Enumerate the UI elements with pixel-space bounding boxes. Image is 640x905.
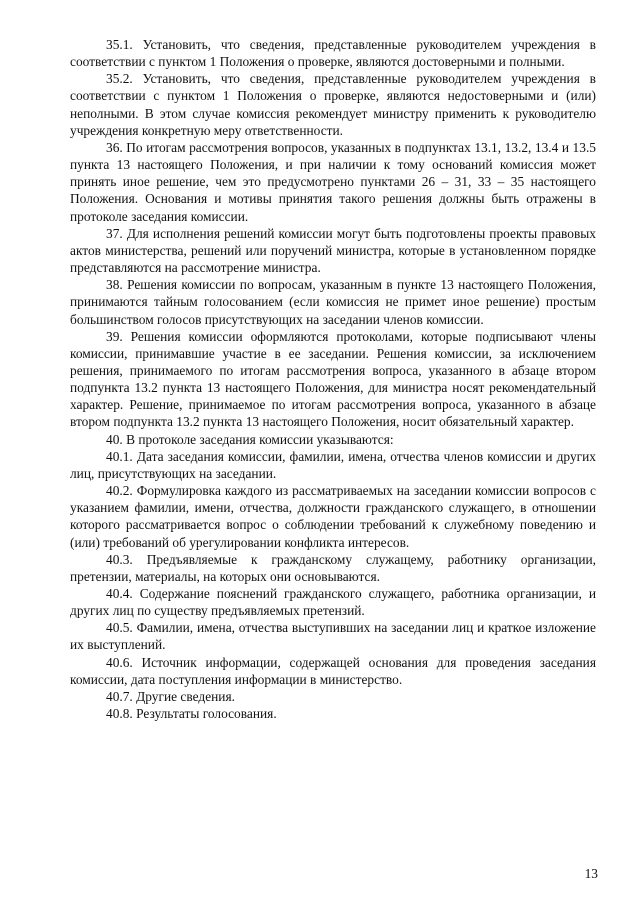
paragraph-37: 37. Для исполнения решений комиссии могут быть подготовлены проекты правовых актов министерства, решений или поручений министра, которые в установленном порядке представляются на рассмотрение министра. xyxy=(70,225,596,276)
page-number: 13 xyxy=(584,866,598,881)
paragraph-36: 36. По итогам рассмотрения вопросов, указанных в подпунктах 13.1, 13.2, 13.4 и 13.5 пункта 13 настоящего Положения, и при наличии к тому оснований комиссия может принять иное решение, чем это предусмотрено пунктами 26 – 31, 33 – 35 настоящего Положения. Основания и мотивы принятия такого решения должны быть отражены в протоколе заседания комиссии. xyxy=(70,139,596,224)
paragraph-40-3: 40.3. Предъявляемые к гражданскому служащему, работнику организации, претензии, материалы, на которых они основываются. xyxy=(70,551,596,584)
paragraph-40-2: 40.2. Формулировка каждого из рассматриваемых на заседании комиссии вопросов с указанием фамилии, имени, отчества, должности гражданского служащего, в отношении которого рассматривается вопрос о соблюдении требований к служебному поведению и (или) требований об урегулировании конфликта интересов. xyxy=(70,483,596,550)
paragraph-40-5: 40.5. Фамилии, имена, отчества выступивших на заседании лиц и краткое изложение их выступлений. xyxy=(70,620,596,653)
paragraph-40-8: 40.8. Результаты голосования. xyxy=(106,706,277,722)
paragraph-40: 40. В протоколе заседания комиссии указываются: xyxy=(106,431,394,447)
document-body xyxy=(70,36,596,722)
paragraph-40-4: 40.4. Содержание пояснений гражданского служащего, работника организации, и других лиц по существу предъявляемых претензий. xyxy=(70,586,596,619)
paragraph-40-7: 40.7. Другие сведения. xyxy=(106,688,235,704)
paragraph-39: 39. Решения комиссии оформляются протоколами, которые подписывают члены комиссии, принимавшие участие в ее заседании. Решения комиссии, за исключением решения, принимаемого по итогам рассмотрения вопроса, указанного в абзаце втором подпункта 13.2 пункта 13 настоящего Положения, для министра носят рекомендательный характер. Решение, принимаемое по итогам рассмотрения вопроса, указанного в абзаце втором подпункта 13.2 пункта 13 настоящего Положения, носит обязательный характер. xyxy=(70,328,596,430)
paragraph-38: 38. Решения комиссии по вопросам, указанным в пункте 13 настоящего Положения, принимаются тайным голосованием (если комиссия не примет иное решение) простым большинством голосов присутствующих на заседании членов комиссии. xyxy=(70,277,596,327)
paragraph-35-2: 35.2. Установить, что сведения, представленные руководителем учреждения в соответствии с пунктом 1 Положения о проверке, являются недостоверными и (или) неполными. В этом случае комиссия рекомендует министру применить к руководителю учреждения конкретную меру ответственности. xyxy=(70,71,596,138)
paragraph-35-1: 35.1. Установить, что сведения, представленные руководителем учреждения в соответствии с пунктом 1 Положения о проверке, являются достоверными и полными. xyxy=(70,37,596,70)
paragraph-40-1: 40.1. Дата заседания комиссии, фамилии, имена, отчества членов комиссии и других лиц, присутствующих на заседании. xyxy=(70,448,596,481)
paragraph-40-6: 40.6. Источник информации, содержащей основания для проведения заседания комиссии, дата поступления информации в министерство. xyxy=(70,654,596,687)
